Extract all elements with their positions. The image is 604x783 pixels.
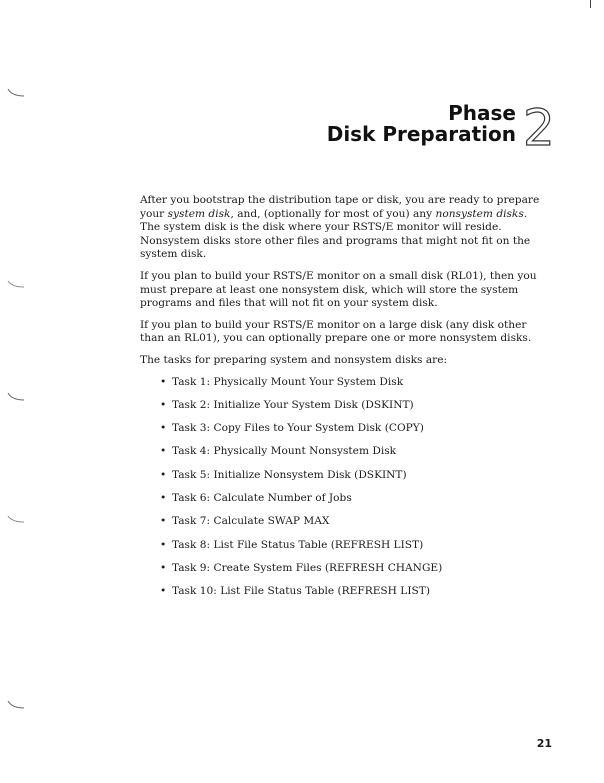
tasks-intro-paragraph: The tasks for preparing system and nonsystem disks are: (140, 353, 448, 366)
list-item (140, 562, 540, 585)
list-item (140, 539, 540, 562)
task-label: Task 10: List File Status Table (REFRESH LIST) (172, 585, 430, 598)
intro-text-1: After you bootstrap the distribution tape or disk, you are ready to prepare your (140, 194, 540, 220)
binder-mark (6, 392, 26, 402)
phase-number (521, 98, 559, 150)
list-item (140, 585, 540, 608)
page-number: 21 (536, 737, 552, 750)
list-item (140, 515, 540, 538)
task-label: Task 5: Initialize Nonsystem Disk (DSKINT) (172, 468, 407, 481)
system-disk-term: system disk (167, 207, 231, 220)
bullet: • (160, 445, 167, 458)
task-label: Task 2: Initialize Your System Disk (DSKINT) (172, 398, 414, 411)
bullet: • (160, 492, 167, 505)
task-label: Task 9: Create System Files (REFRESH CHANGE) (172, 561, 443, 574)
small-disk-paragraph: If you plan to build your RSTS/E monitor on a small disk (RL01), then you must prepare at least one nonsystem disk, which will store the system programs and files that will not fit on your system disk. (140, 269, 537, 310)
binder-mark (6, 700, 26, 710)
task-list (140, 376, 540, 609)
list-item (140, 422, 540, 445)
intro-text-3: . The system disk is the disk where your RSTS/E monitor will reside. Nonsystem disks store other files and programs that might not fit on the system disk. (140, 207, 531, 261)
intro-paragraph (140, 194, 540, 262)
nonsystem-disks-term: nonsystem disks (435, 207, 524, 220)
bullet: • (160, 375, 167, 388)
bullet: • (160, 515, 167, 528)
bullet: • (160, 468, 167, 481)
list-item (140, 445, 540, 468)
list-item (140, 399, 540, 422)
list-item (140, 492, 540, 515)
bullet: • (160, 422, 167, 435)
bullet: • (160, 398, 167, 411)
task-label: Task 1: Physically Mount Your System Disk (172, 375, 404, 388)
top-edge-mark (590, 0, 591, 8)
phase-title: Disk Preparation (326, 122, 516, 146)
body-text (140, 194, 540, 609)
task-label: Task 6: Calculate Number of Jobs (172, 492, 352, 505)
bullet: • (160, 561, 167, 574)
task-label: Task 3: Copy Files to Your System Disk (COPY) (172, 422, 424, 435)
binder-mark (6, 88, 26, 98)
task-label: Task 4: Physically Mount Nonsystem Disk (172, 445, 397, 458)
binder-mark (6, 280, 26, 290)
large-disk-paragraph: If you plan to build your RSTS/E monitor on a large disk (any disk other than an RL01), you can optionally prepare one or more nonsystem disks. (140, 318, 532, 345)
intro-text-2: , and, (optionally for most of you) any (230, 207, 436, 220)
bullet: • (160, 538, 167, 551)
task-label: Task 8: List File Status Table (REFRESH LIST) (172, 538, 424, 551)
list-item (140, 469, 540, 492)
phase-label: Phase (448, 101, 516, 125)
task-label: Task 7: Calculate SWAP MAX (172, 515, 330, 528)
phase-number-glyph: 2 (523, 99, 555, 150)
bullet: • (160, 585, 167, 598)
list-item (140, 376, 540, 399)
binder-mark (6, 515, 26, 525)
